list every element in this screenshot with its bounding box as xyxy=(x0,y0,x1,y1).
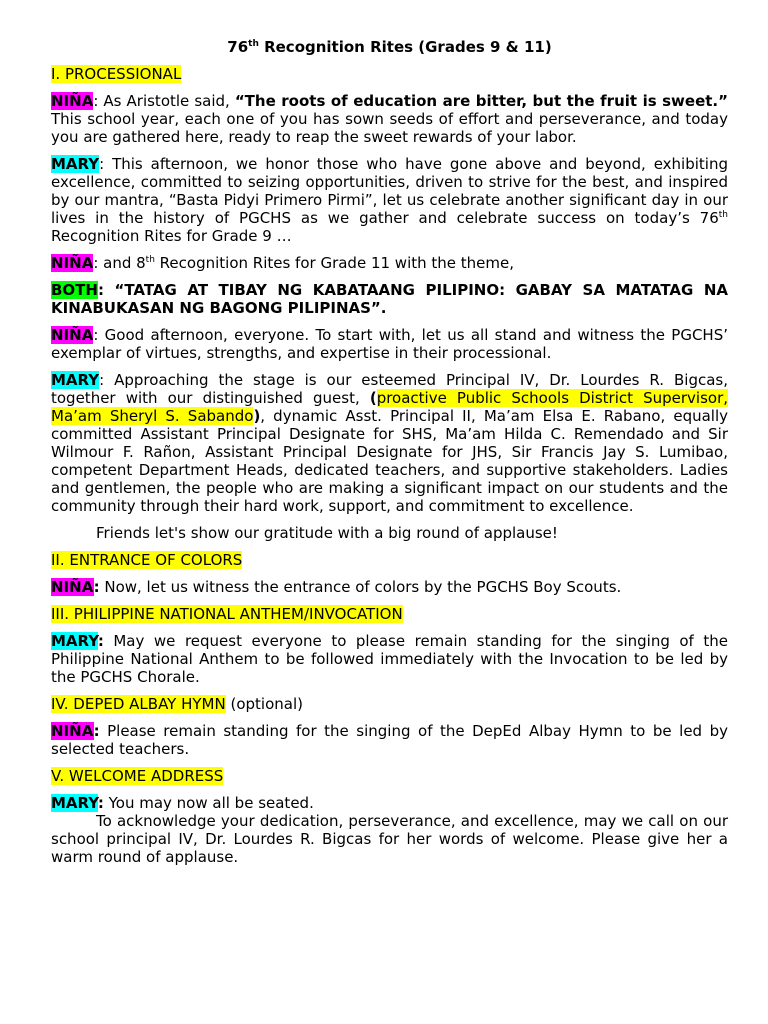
paragraph-nina-grade11: NIÑA: and 8th Recognition Rites for Grade 11 with the theme, xyxy=(51,254,515,272)
speaker-label: NIÑA xyxy=(51,578,94,596)
section-heading: V. WELCOME ADDRESS xyxy=(51,767,224,785)
section-heading: IV. DEPED ALBAY HYMN xyxy=(51,695,226,713)
speaker-label: MARY xyxy=(51,155,100,173)
paragraph-mary-anthem: MARY: May we request everyone to please remain standing for the singing of the Philippine National Anthem to be followed immediately with the Invocation to be led by the PGCHS Chorale. xyxy=(51,632,728,686)
speaker-label: MARY xyxy=(51,794,98,812)
speaker-label: NIÑA xyxy=(51,722,94,740)
speaker-label: NIÑA xyxy=(51,254,94,272)
section-deped-hymn xyxy=(51,695,728,713)
paragraph-nina-hymn: NIÑA: Please remain standing for the singing of the DepEd Albay Hymn to be led by selected teachers. xyxy=(51,722,728,758)
speaker-label: NIÑA xyxy=(51,92,94,110)
section-heading: III. PHILIPPINE NATIONAL ANTHEM/INVOCATION xyxy=(51,605,403,623)
highlighted-guest: proactive Public Schools District Supervisor, Ma’am Sheryl S. Sabando xyxy=(51,389,729,425)
speaker-label: MARY xyxy=(51,632,98,650)
optional-note: (optional) xyxy=(225,695,303,713)
paragraph-mary-seated: MARY: You may now all be seated. xyxy=(51,794,314,812)
section-processional xyxy=(51,65,728,83)
section-entrance-of-colors xyxy=(51,551,728,569)
quote: “The roots of education are bitter, but the fruit is sweet.” xyxy=(234,92,728,110)
paragraph-nina-greeting: NIÑA: Good afternoon, everyone. To start with, let us all stand and witness the PGCHS’ exemplar of virtues, strengths, and expertise in their processional. xyxy=(51,326,728,362)
paragraph-mary-honor: MARY: This afternoon, we honor those who have gone above and beyond, exhibiting excellence, committed to seizing opportunities, driven to strive for the best, and inspired by our mantra, “Basta Pidyi Primero Pirmi”, let us celebrate another significant day in our lives in the history of PGCHS as we gather and celebrate success on today’s 76th Recognition Rites for Grade 9 … xyxy=(51,155,728,245)
section-heading: II. ENTRANCE OF COLORS xyxy=(51,551,243,569)
paragraph-applause: Friends let's show our gratitude with a big round of applause! xyxy=(96,524,558,542)
paragraph-both-theme xyxy=(51,281,728,317)
paragraph-welcome-call: To acknowledge your dedication, perseverance, and excellence, may we call on our school principal IV, Dr. Lourdes R. Bigcas for her words of welcome. Please give her a warm round of applause. xyxy=(51,812,728,866)
paragraph-mary-guests: MARY: Approaching the stage is our esteemed Principal IV, Dr. Lourdes R. Bigcas, together with our distinguished guest, (proactive Public Schools District Supervisor, Ma’am Sheryl S. Sabando), dynamic Asst. Principal II, Ma’am Elsa E. Rabano, equally committed Assistant Principal Designate for SHS, Ma’am Hilda C. Remendado and Sir Wilmour F. Rañon, Assistant Principal Designate for JHS, Sir Francis Jay S. Lumibao, competent Department Heads, dedicated teachers, and supportive stakeholders. Ladies and gentlemen, the people who are making a significant impact on our students and the community through their hard work, support, and commitment to excellence. xyxy=(51,371,729,515)
paragraph-nina-colors: NIÑA: Now, let us witness the entrance of colors by the PGCHS Boy Scouts. xyxy=(51,578,622,596)
section-heading: I. PROCESSIONAL xyxy=(51,65,182,83)
section-welcome-address xyxy=(51,767,728,785)
theme-text: : “TATAG AT TIBAY NG KABATAANG PILIPINO: GABAY SA MATATAG NA KINABUKASAN NG BAGONG PILIPINAS”. xyxy=(51,281,728,317)
speaker-label: NIÑA xyxy=(51,326,94,344)
paragraph-nina-aristotle: NIÑA: As Aristotle said, “The roots of education are bitter, but the fruit is sweet.” This school year, each one of you has sown seeds of effort and perseverance, and today you are gathered here, ready to reap the sweet rewards of your labor. xyxy=(51,92,728,146)
speaker-label: MARY xyxy=(51,371,100,389)
document-title: 76th Recognition Rites (Grades 9 & 11) xyxy=(227,38,552,56)
speaker-label: BOTH xyxy=(51,281,98,299)
section-national-anthem xyxy=(51,605,728,623)
